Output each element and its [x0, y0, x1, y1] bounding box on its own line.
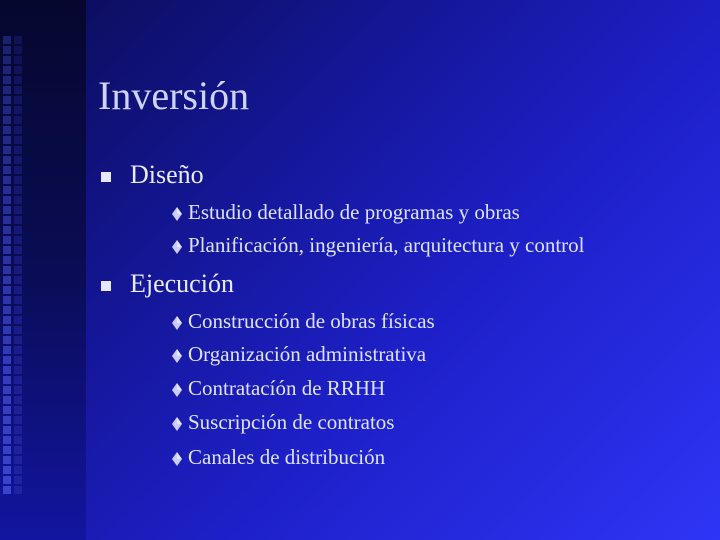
- decorative-square: [3, 206, 11, 214]
- decorative-square: [14, 96, 22, 104]
- decorative-square: [14, 396, 22, 404]
- decorative-square: [14, 376, 22, 384]
- decorative-square: [14, 156, 22, 164]
- decorative-square: [3, 156, 11, 164]
- square-bullet-icon: [101, 281, 111, 291]
- decorative-square: [3, 226, 11, 234]
- decorative-square: [3, 246, 11, 254]
- decorative-square: [3, 396, 11, 404]
- decorative-square: [14, 246, 22, 254]
- decorative-square: [14, 176, 22, 184]
- decorative-square: [3, 386, 11, 394]
- decorative-square: [14, 266, 22, 274]
- decorative-square: [3, 266, 11, 274]
- decorative-square: [14, 476, 22, 484]
- list-item: Contratacíón de RRHH: [188, 376, 386, 400]
- decorative-square: [14, 86, 22, 94]
- decorative-square: [3, 486, 11, 494]
- decorative-square: [3, 416, 11, 424]
- decorative-square: [14, 386, 22, 394]
- decorative-square: [3, 346, 11, 354]
- decorative-square: [3, 326, 11, 334]
- decorative-square: [3, 406, 11, 414]
- decorative-square: [14, 416, 22, 424]
- diamond-bullet-icon: [172, 240, 182, 254]
- diamond-bullet-icon: [172, 207, 182, 221]
- decorative-square: [14, 276, 22, 284]
- decorative-square: [3, 276, 11, 284]
- decorative-square: [3, 336, 11, 344]
- decorative-square: [14, 286, 22, 294]
- decorative-square: [3, 356, 11, 364]
- decorative-square: [3, 86, 11, 94]
- decorative-square: [14, 56, 22, 64]
- decorative-square: [3, 426, 11, 434]
- decorative-square: [3, 236, 11, 244]
- decorative-square: [3, 166, 11, 174]
- decorative-square: [3, 46, 11, 54]
- diamond-bullet-icon: [172, 417, 182, 431]
- decorative-square: [3, 96, 11, 104]
- section-heading-diseno: Diseño: [130, 160, 204, 189]
- decorative-square: [3, 376, 11, 384]
- decorative-square: [14, 196, 22, 204]
- decorative-square: [14, 456, 22, 464]
- decorative-square: [3, 306, 11, 314]
- diamond-bullet-icon: [172, 383, 182, 397]
- decorative-square: [14, 116, 22, 124]
- decorative-square: [14, 486, 22, 494]
- decorative-square: [3, 466, 11, 474]
- decorative-square: [14, 126, 22, 134]
- decorative-square: [14, 106, 22, 114]
- decorative-square: [14, 436, 22, 444]
- decorative-square: [14, 186, 22, 194]
- decorative-square: [14, 76, 22, 84]
- decorative-square: [3, 476, 11, 484]
- decorative-square: [14, 336, 22, 344]
- decorative-square: [14, 316, 22, 324]
- list-item: Suscripción de contratos: [188, 410, 395, 434]
- list-item: Construcción de obras físicas: [188, 309, 435, 333]
- decorative-square: [3, 446, 11, 454]
- decorative-square: [3, 456, 11, 464]
- decorative-square: [3, 66, 11, 74]
- list-item: Estudio detallado de programas y obras: [188, 200, 520, 224]
- decorative-square: [3, 216, 11, 224]
- decorative-square-column: [3, 36, 23, 496]
- list-item: Organización administrativa: [188, 342, 427, 366]
- diamond-bullet-icon: [172, 452, 182, 466]
- decorative-square: [14, 346, 22, 354]
- left-decorative-band: [0, 0, 86, 540]
- decorative-square: [14, 366, 22, 374]
- decorative-square: [3, 196, 11, 204]
- decorative-square: [3, 286, 11, 294]
- decorative-square: [14, 46, 22, 54]
- list-item: Planificación, ingeniería, arquitectura y control: [188, 233, 585, 257]
- decorative-square: [14, 166, 22, 174]
- decorative-square: [14, 406, 22, 414]
- decorative-square: [14, 306, 22, 314]
- diamond-bullet-icon: [172, 316, 182, 330]
- decorative-square: [14, 256, 22, 264]
- decorative-square: [3, 136, 11, 144]
- decorative-square: [3, 76, 11, 84]
- decorative-square: [14, 66, 22, 74]
- decorative-square: [3, 36, 11, 44]
- decorative-square: [3, 56, 11, 64]
- decorative-square: [3, 176, 11, 184]
- decorative-square: [14, 426, 22, 434]
- square-bullet-icon: [101, 172, 111, 182]
- decorative-square: [14, 236, 22, 244]
- diamond-bullet-icon: [172, 349, 182, 363]
- decorative-square: [3, 436, 11, 444]
- decorative-square: [14, 36, 22, 44]
- decorative-square: [14, 206, 22, 214]
- decorative-square: [3, 366, 11, 374]
- decorative-square: [14, 446, 22, 454]
- decorative-square: [14, 296, 22, 304]
- slide-title: Inversión: [98, 73, 250, 118]
- decorative-square: [3, 146, 11, 154]
- decorative-square: [14, 136, 22, 144]
- decorative-square: [14, 226, 22, 234]
- decorative-square: [3, 106, 11, 114]
- section-heading-ejecucion: Ejecución: [130, 269, 234, 298]
- decorative-square: [3, 126, 11, 134]
- decorative-square: [3, 186, 11, 194]
- decorative-square: [14, 216, 22, 224]
- decorative-square: [3, 296, 11, 304]
- decorative-square: [3, 116, 11, 124]
- decorative-square: [14, 146, 22, 154]
- decorative-square: [14, 326, 22, 334]
- decorative-square: [14, 466, 22, 474]
- decorative-square: [3, 316, 11, 324]
- list-item: Canales de distribución: [188, 445, 386, 469]
- decorative-square: [3, 256, 11, 264]
- decorative-square: [14, 356, 22, 364]
